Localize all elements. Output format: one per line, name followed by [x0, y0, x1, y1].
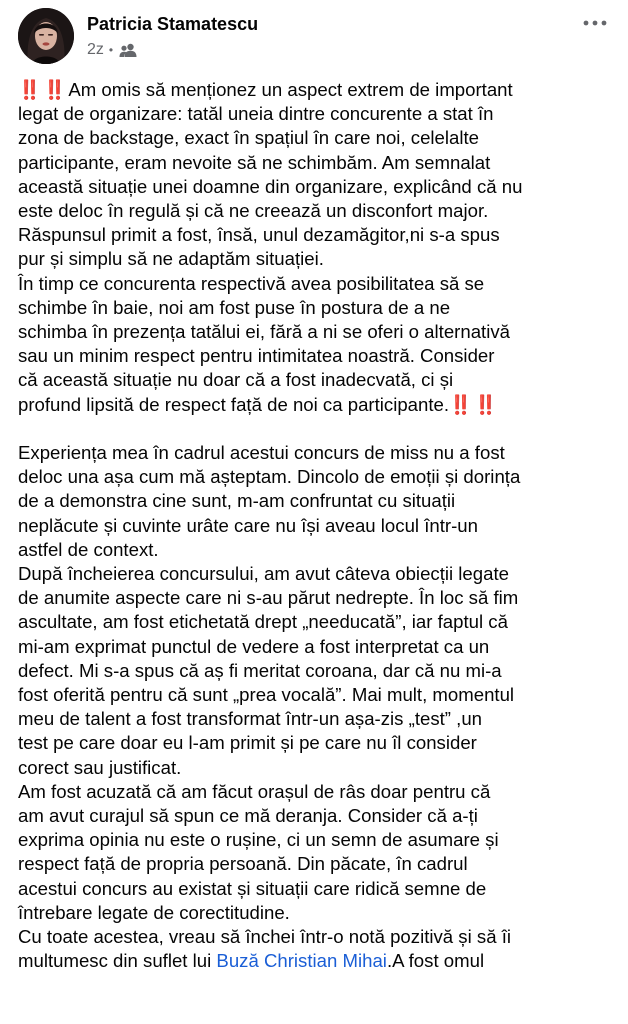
avatar[interactable]: [18, 8, 74, 64]
text-line: întrebare legate de corectitudine.: [18, 901, 290, 923]
text-line: În timp ce concurenta respectivă avea posibilitatea să se: [18, 272, 485, 294]
text-line: exprima opinia nu este o rușine, ci un semn de asumare și: [18, 829, 499, 851]
text-line: [18, 78, 618, 102]
text-line: de anumite aspecte care ni s-au părut nedrepte. În loc să fim: [18, 587, 519, 609]
paragraph-experience: [18, 441, 618, 973]
paragraph-spacer: [18, 417, 618, 441]
double-exclamation-icon: ‼️: [18, 79, 41, 100]
post-time[interactable]: 2z: [87, 41, 104, 58]
text-line: este deloc în regulă și că ne creează un disconfort major.: [18, 200, 489, 222]
text-line: respect față de propria persoană. Din păcate, în cadrul: [18, 853, 468, 875]
text-line: schimba în prezența tatălui ei, fără a ni se oferi o alternativă: [18, 321, 510, 343]
text-line: [18, 393, 618, 417]
double-exclamation-icon: ‼️: [449, 393, 472, 415]
text-line-content: Am omis să menționez un aspect extrem de important: [68, 79, 513, 100]
text-line: meu de talent a fost transformat într-un așa-zis „test” ,un: [18, 708, 483, 730]
text-line: deloc una așa cum mă așteptam. Dincolo de emoții și dorința: [18, 466, 521, 488]
text-line-content: profund lipsită de respect față de noi ca participante.: [18, 393, 450, 415]
text-line: participante, eram nevoite să ne schimbăm. Am semnalat: [18, 151, 491, 173]
text-line: zona de backstage, exact în spațiul în care noi, celelalte: [18, 127, 479, 149]
text-line: corect sau justificat.: [18, 756, 182, 778]
text-line: Cu toate acestea, vreau să închei într-o notă pozitivă și să îi: [18, 926, 511, 948]
double-exclamation-icon: ‼️: [43, 79, 66, 100]
text-line: test pe care doar eu l-am primit și pe care nu îl consider: [18, 732, 477, 754]
text-line: fost oferită pentru că sunt „prea vocală”. Mai mult, momentul: [18, 684, 515, 706]
text-line: Răspunsul primit a fost, însă, unul dezamăgitor,ni s-a spus: [18, 224, 500, 246]
text-line: După încheierea concursului, am avut câteva obiecții legate: [18, 563, 509, 585]
text-line: Am fost acuzată că am făcut orașul de râs doar pentru că: [18, 780, 491, 802]
paragraph-organization: [18, 78, 618, 417]
text-line: [18, 949, 618, 973]
meta-separator: •: [108, 43, 114, 57]
text-line-content: multumesc din suflet lui: [18, 950, 217, 972]
avatar-photo-icon: [18, 8, 74, 64]
text-line: defect. Mi s-a spus că aș fi meritat coroana, dar că nu mi-a: [18, 659, 502, 681]
text-line: schimbe în baie, noi am fost puse în postura de a ne: [18, 296, 451, 318]
text-line: ascultate, am fost etichetată drept „needucată”, iar faptul că: [18, 611, 508, 633]
author-name[interactable]: Patricia Stamatescu: [87, 14, 259, 34]
text-line: am avut curajul să spun ce mă deranja. Consider că a-ți: [18, 805, 478, 827]
mention-link[interactable]: Buză Christian Mihai: [216, 950, 387, 972]
post-body: [18, 78, 618, 974]
text-line: sau un minim respect pentru intimitatea noastră. Consider: [18, 345, 495, 367]
text-line: acestui concurs au existat și situații care ridică semne de: [18, 877, 487, 899]
post-meta: [87, 40, 137, 60]
text-line: de a demonstra cine sunt, m-am confruntat cu situații: [18, 490, 456, 512]
text-line: astfel de context.: [18, 538, 159, 560]
post-header: [0, 0, 628, 70]
text-line-content: .A fost omul: [386, 950, 485, 972]
text-line: această situație unei doamne din organizare, explicând că nu: [18, 175, 523, 197]
text-line: că această situație nu doar că a fost inadecvată, ci și: [18, 369, 454, 391]
friends-icon[interactable]: [119, 42, 137, 58]
more-options-icon[interactable]: [582, 16, 608, 30]
text-line: legat de organizare: tatăl uneia dintre concurente a stat în: [18, 103, 494, 125]
double-exclamation-icon: ‼️: [474, 393, 497, 415]
text-line: neplăcute și cuvinte urâte care nu își aveau locul într-un: [18, 514, 478, 536]
text-line: pur și simplu să ne adaptăm situației.: [18, 248, 324, 270]
text-line: Experiența mea în cadrul acestui concurs de miss nu a fost: [18, 442, 505, 464]
text-line: mi-am exprimat punctul de vedere a fost interpretat ca un: [18, 635, 490, 657]
